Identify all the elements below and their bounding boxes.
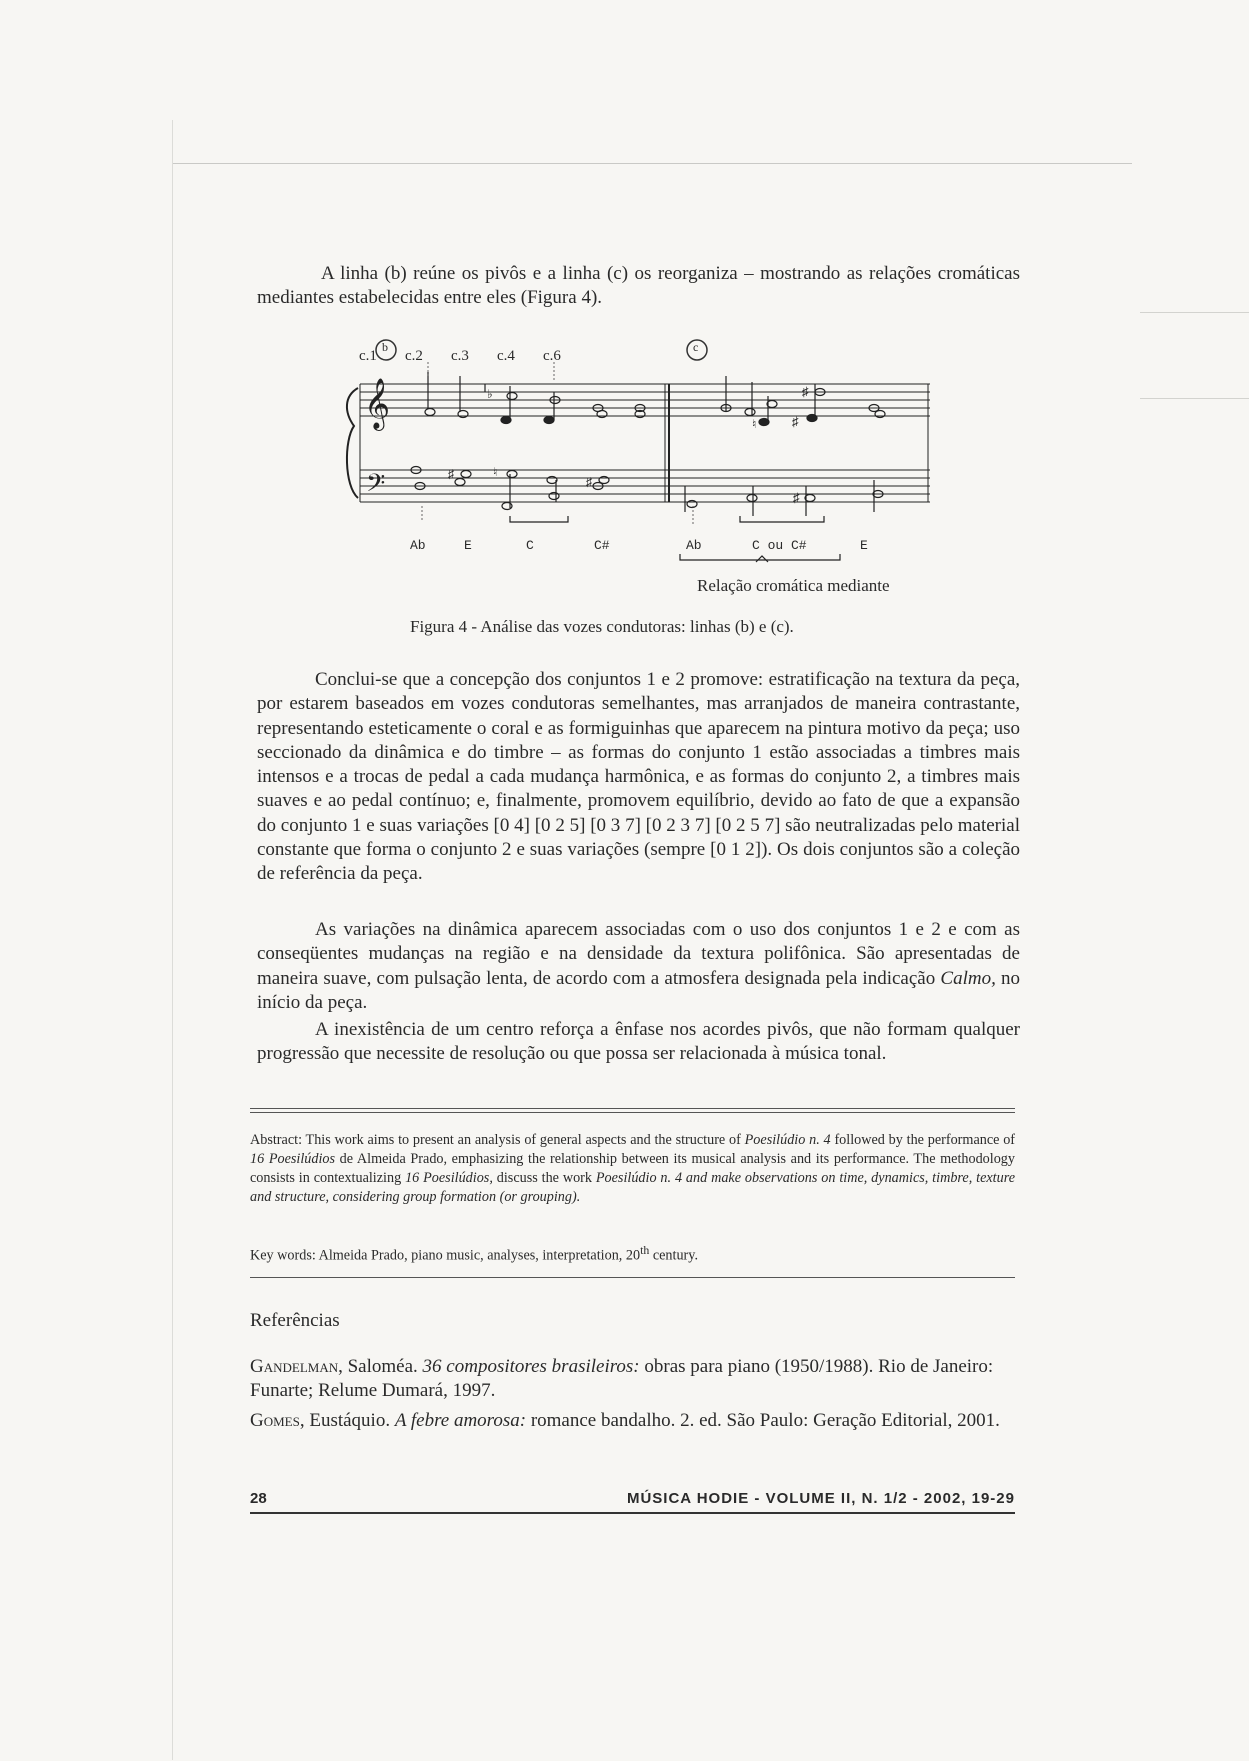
scan-mark <box>1140 312 1249 313</box>
intro-paragraph: A linha (b) reúne os pivôs e a linha (c) os reorganiza – mostrando as relações cromáticas mediantes estabelecidas entre eles (Figura 4). <box>257 263 1020 309</box>
svg-text:♯: ♯ <box>448 467 454 481</box>
svg-text:♯: ♯ <box>793 490 800 505</box>
score-svg <box>340 336 940 576</box>
reference-entry: Gomes, Eustáquio. A febre amorosa: romance bandalho. 2. ed. São Paulo: Geração Editorial, 2001. <box>250 1410 1000 1431</box>
treble-clef-icon: 𝄞 <box>364 378 391 429</box>
body-paragraph: As variações na dinâmica aparecem associadas com o uso dos conjuntos 1 e 2 e com as conseqüentes mudanças na região e na densidade da textura polifônica. São apresentadas de maneira suave, com pulsação lenta, de acordo com a atmosfera designada pela indicação Calmo, no início da peça. <box>257 919 1021 1013</box>
svg-text:♭: ♭ <box>487 387 493 401</box>
line-c-marker: c <box>693 340 699 354</box>
reference-entry: Gandelman, Saloméa. 36 compositores brasileiros: obras para piano (1950/1988). Rio de Janeiro: Funarte; Relume Dumará, 1997. <box>250 1356 994 1401</box>
bass-label: Ab <box>686 538 702 553</box>
divider <box>250 1112 1015 1113</box>
divider <box>250 1277 1015 1278</box>
svg-text:♮: ♮ <box>493 465 498 479</box>
line-b-marker: b <box>382 340 388 354</box>
figure-caption: Figura 4 - Análise das vozes condutoras: linhas (b) e (c). <box>410 617 794 636</box>
bass-chords <box>411 465 883 516</box>
svg-text:♯: ♯ <box>586 475 592 489</box>
bass-label: C# <box>594 538 610 553</box>
page-number: 28 <box>250 1490 267 1507</box>
brace-icon <box>347 388 358 498</box>
divider <box>250 1108 1015 1109</box>
bass-label: Ab <box>410 538 426 553</box>
measure-label: c.1 <box>359 348 377 364</box>
measure-label: c.3 <box>451 348 469 364</box>
scan-edge-left <box>172 120 173 1760</box>
body-paragraph: Conclui-se que a concepção dos conjuntos 1 e 2 promove: estratificação na textura da peça, por estarem baseados em vozes condutoras semelhantes, mas arranjados de maneira contrastante, representando esteticamente o coral e as formiguinhas que aparecem na pintura motivo da peça; uso seccionado da dinâmica e do timbre – as formas do conjunto 1 estão associadas a timbres mais intensos e a trocas de pedal a cada mudança harmônica, e as formas do conjunto 2, a timbres mais suaves e ao pedal contínuo; e, finalmente, promovem equilíbrio, devido ao fato de que a expansão do conjunto 1 e suas variações [0 4] [0 2 5] [0 3 7] [0 2 3 7] [0 2 5 7] são neutralizadas pelo material constante que forma o conjunto 2 e suas variações (sempre [0 1 2]). Os dois conjuntos são a coleção de referência da peça. <box>257 669 1020 885</box>
bass-label: E <box>860 538 868 553</box>
svg-text:♯: ♯ <box>792 414 799 429</box>
scan-mark <box>1140 398 1249 399</box>
bass-label: C <box>526 538 534 553</box>
abstract: Abstract: This work aims to present an analysis of general aspects and the structure of Poesilúdio n. 4 followed by the performance of 16 Poesilúdios de Almeida Prado, emphasizing the relationship between its musical analysis and its performance. The methodology consists in contextualizing 16 Poesilúdios, discuss the work Poesilúdio n. 4 and make observations on time, dynamics, timbre, texture and structure, considering group formation (or grouping). <box>250 1132 1016 1205</box>
page-footer <box>250 1488 1015 1514</box>
measure-label: c.6 <box>543 348 561 364</box>
body-paragraph: A inexistência de um centro reforça a ênfase nos acordes pivôs, que não formam qualquer progressão que necessite de resolução ou que possa ser relacionada à música tonal. <box>257 1019 1020 1065</box>
figure-4-score <box>340 336 940 595</box>
keywords: Key words: Almeida Prado, piano music, analyses, interpretation, 20th century. <box>250 1243 698 1264</box>
treble-chords <box>425 372 885 431</box>
references-heading: Referências <box>250 1310 340 1331</box>
measure-label: c.2 <box>405 348 423 364</box>
bass-clef-icon: 𝄢 <box>366 469 386 504</box>
scan-edge-top <box>172 163 1132 164</box>
measure-label: c.4 <box>497 348 515 364</box>
bass-label: C ou C# <box>752 538 807 553</box>
bass-label: E <box>464 538 472 553</box>
svg-text:♮: ♮ <box>752 417 757 431</box>
svg-text:♯: ♯ <box>802 384 809 399</box>
relation-label: Relação cromática mediante <box>697 576 890 595</box>
running-head: MÚSICA HODIE - VOLUME II, N. 1/2 - 2002, 19-29 <box>626 1490 1015 1507</box>
